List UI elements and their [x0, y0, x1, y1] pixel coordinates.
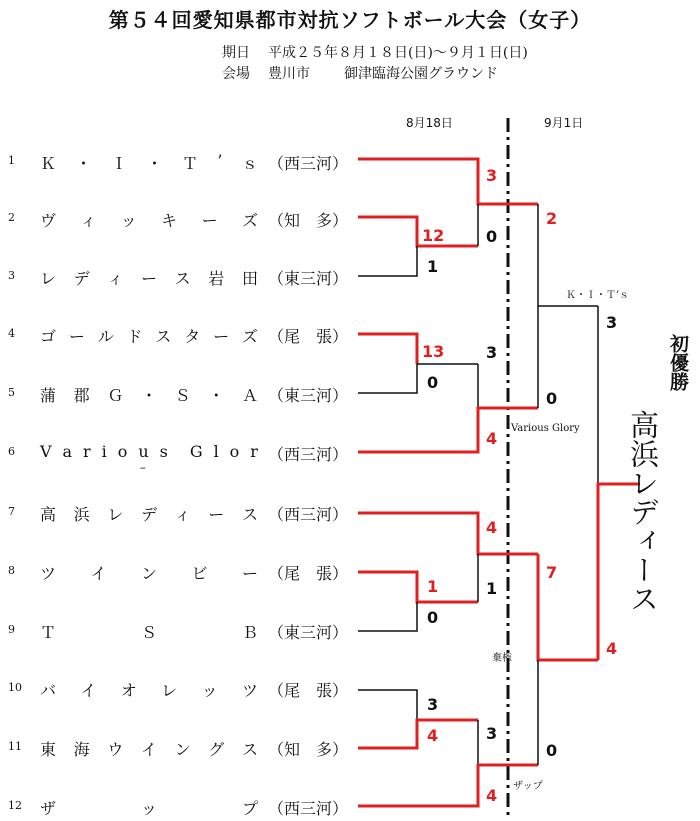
- loss-path-team9: [358, 602, 417, 631]
- team-region: （東三河）: [268, 623, 349, 642]
- team-number: 11: [8, 740, 22, 753]
- score-r2m2-bot: 4: [486, 429, 498, 448]
- team-region: （尾 張）: [268, 681, 349, 700]
- team-region: （尾 張）: [268, 327, 349, 346]
- team-name-char: 東: [40, 740, 57, 759]
- team-region: （西三河）: [268, 154, 349, 173]
- team-name-char: Ｂ: [241, 623, 258, 642]
- score-r2m1-bot: 0: [486, 227, 498, 246]
- date-label: 期日: [222, 45, 250, 61]
- team-name-char: o: [229, 442, 240, 461]
- team-name-char: ツ: [241, 681, 258, 700]
- team-number: 8: [8, 564, 15, 577]
- loss-path-team3: [358, 246, 417, 276]
- date-round3: 9月1日: [544, 116, 584, 130]
- team-name-char: グ: [208, 740, 225, 759]
- score-final-bot: 4: [606, 639, 618, 658]
- team-region: （西三河）: [268, 445, 349, 464]
- team-name-char: r: [250, 442, 258, 461]
- date-round1: 8月18日: [406, 116, 453, 130]
- team-name-char: ッ: [201, 681, 218, 700]
- score-sf1-bot: 0: [546, 389, 558, 408]
- team-name-char: Ｉ: [110, 154, 127, 173]
- team-name-char: ー: [140, 269, 157, 288]
- team-region: （東三河）: [268, 386, 349, 405]
- team-name-char: ズ: [241, 211, 258, 230]
- team-name-char: レ: [161, 681, 178, 700]
- team-name-char: レ: [107, 505, 124, 524]
- team-name-char: イ: [90, 564, 107, 583]
- loss-path-team5: [358, 364, 417, 393]
- team-name-char: ヴ: [40, 211, 57, 230]
- team-number: 1: [8, 154, 15, 167]
- team-name-char: ン: [140, 564, 157, 583]
- note-kits: Ｋ・Ｉ・Ｔ’ｓ: [566, 290, 630, 301]
- team-number: 10: [8, 681, 22, 694]
- team-name-char: 田: [241, 269, 258, 288]
- score-sf2-top: 7: [546, 563, 558, 582]
- team-name-char: 浜: [73, 505, 90, 524]
- team-name-char: s: [159, 442, 168, 461]
- score-r2m2-top: 3: [486, 343, 498, 362]
- venue-city: 豊川市: [268, 66, 310, 82]
- team-name-char: 蒲: [40, 386, 57, 405]
- team-name-char: タ: [184, 327, 201, 346]
- score-r2m3-top: 4: [486, 518, 498, 537]
- team-name-char: 郡: [73, 386, 90, 405]
- win-path-team11: [358, 720, 478, 748]
- team-number: 6: [8, 445, 15, 458]
- team-name-char: バ: [40, 681, 57, 700]
- team-number: 3: [8, 269, 15, 282]
- team-name-char: ィ: [80, 211, 97, 230]
- score-r1m3-top: 1: [427, 577, 439, 596]
- score-r2m3-bot: 1: [486, 579, 498, 598]
- team-name-char: Ｋ: [40, 154, 57, 173]
- team-region: （西三河）: [268, 505, 349, 524]
- score-r2m4-top: 3: [486, 724, 498, 743]
- team-name-char: ・: [208, 386, 225, 405]
- team-name-char: ー: [241, 564, 258, 583]
- team-name-char: キ: [161, 211, 178, 230]
- team-name-char: デ: [140, 505, 157, 524]
- team-name-char: プ: [241, 799, 258, 818]
- score-r1m4-bot: 4: [427, 726, 439, 745]
- team-name-char: ィ: [174, 505, 191, 524]
- team-name-char: 海: [73, 740, 90, 759]
- champion-name: 高浜レディース: [626, 410, 660, 613]
- venue-place: 御津臨海公園グラウンド: [344, 66, 498, 82]
- team-name-char: ド: [126, 327, 143, 346]
- team-region: （知 多）: [268, 740, 349, 759]
- team-name-char: ・: [146, 154, 163, 173]
- team-name-char: オ: [120, 681, 137, 700]
- team-name-char: G: [189, 442, 203, 461]
- score-sf1-top: 2: [546, 209, 558, 228]
- champion-label: 初優勝: [667, 334, 689, 391]
- team-name-char: イ: [140, 740, 157, 759]
- team-name-char: ウ: [107, 740, 124, 759]
- team-name-char: ッ: [140, 799, 157, 818]
- team-name-char: ー: [213, 327, 230, 346]
- team-name-char: ッ: [120, 211, 137, 230]
- team-name-char: 岩: [208, 269, 225, 288]
- team-name-char: ビ: [191, 564, 208, 583]
- team-name-char: o: [117, 442, 128, 461]
- page-title: 第５４回愛知県都市対抗ソフトボール大会（女子）: [108, 8, 592, 32]
- team-name-char: Ｓ: [140, 623, 157, 642]
- score-r1m3-bot: 0: [427, 608, 439, 627]
- venue-label: 会場: [222, 66, 250, 82]
- team-name-char: i: [101, 442, 107, 461]
- team-name-char: ン: [174, 740, 191, 759]
- team-name-char: ィ: [107, 269, 124, 288]
- team-number: 2: [8, 211, 15, 224]
- score-r1m1-bot: 1: [427, 257, 439, 276]
- team-name-char: ゴ: [40, 327, 57, 346]
- win-path-team8: [358, 572, 478, 602]
- note-zap: ザップ: [513, 781, 543, 792]
- win-path-team1: [358, 159, 538, 204]
- team-name-char: ス: [241, 740, 258, 759]
- team-number: 9: [8, 623, 15, 636]
- team-name-char: ー: [68, 327, 85, 346]
- team-name-char: V: [40, 442, 52, 461]
- team-name-char: ー: [201, 211, 218, 230]
- team-number: 12: [8, 799, 22, 812]
- note-forfeit: 棄権: [492, 653, 512, 664]
- team-name-char: Ｇ: [107, 386, 124, 405]
- score-r1m2-bot: 0: [427, 373, 439, 392]
- team-name-char: 高: [40, 505, 57, 524]
- team-number: 7: [8, 505, 15, 518]
- score-final-top: 3: [606, 313, 618, 332]
- team-name-char: ス: [241, 505, 258, 524]
- note-various: Various Glory: [511, 423, 580, 434]
- team-name-char: ー: [208, 505, 225, 524]
- team-name-char: ・: [75, 154, 92, 173]
- team-name-char: ズ: [241, 327, 258, 346]
- team-name-char: l: [213, 442, 219, 461]
- team-name-char: ｓ: [241, 154, 258, 173]
- team-name-char: イ: [80, 681, 97, 700]
- team-name-char: レ: [40, 269, 57, 288]
- team-number: 4: [8, 327, 15, 340]
- score-r2m1-top: 3: [486, 166, 498, 185]
- team-region: （知 多）: [268, 211, 349, 230]
- team-name-char: ’: [217, 151, 223, 170]
- win-path-team2: [358, 217, 478, 246]
- team-name-char: r: [83, 442, 91, 461]
- team-name-char: Ｓ: [174, 386, 191, 405]
- win-path-team12: [358, 765, 538, 806]
- team-name-char: ザ: [40, 799, 57, 818]
- team-region: （東三河）: [268, 269, 349, 288]
- team-name-char: Ｔ: [40, 623, 57, 642]
- score-r2m4-bot: 4: [486, 786, 498, 805]
- team-region: （西三河）: [268, 799, 349, 818]
- team-name-char: Ａ: [241, 386, 258, 405]
- team-name-char: デ: [73, 269, 90, 288]
- score-r1m1-top: 12: [422, 226, 445, 245]
- loss-path-team10: [358, 690, 417, 720]
- team-name-char: ス: [155, 327, 172, 346]
- team6-extra: --: [140, 463, 145, 474]
- score-sf2-bot: 0: [546, 741, 558, 760]
- team-name-char: ル: [97, 327, 114, 346]
- win-path-team7: [358, 513, 538, 554]
- team-name-char: a: [62, 442, 73, 461]
- team-region: （尾 張）: [268, 564, 349, 583]
- score-r1m4-top: 3: [427, 695, 439, 714]
- date-value: 平成２５年８月１８日(日)～９月１日(日): [268, 45, 528, 61]
- team-name-char: ス: [174, 269, 191, 288]
- team-name-char: Ｔ: [181, 154, 198, 173]
- team-name-char: u: [138, 442, 149, 461]
- win-path-team4: [358, 334, 417, 364]
- team-name-char: ツ: [40, 564, 57, 583]
- team-name-char: ・: [140, 386, 157, 405]
- score-r1m2-top: 13: [422, 342, 445, 361]
- team-number: 5: [8, 386, 15, 399]
